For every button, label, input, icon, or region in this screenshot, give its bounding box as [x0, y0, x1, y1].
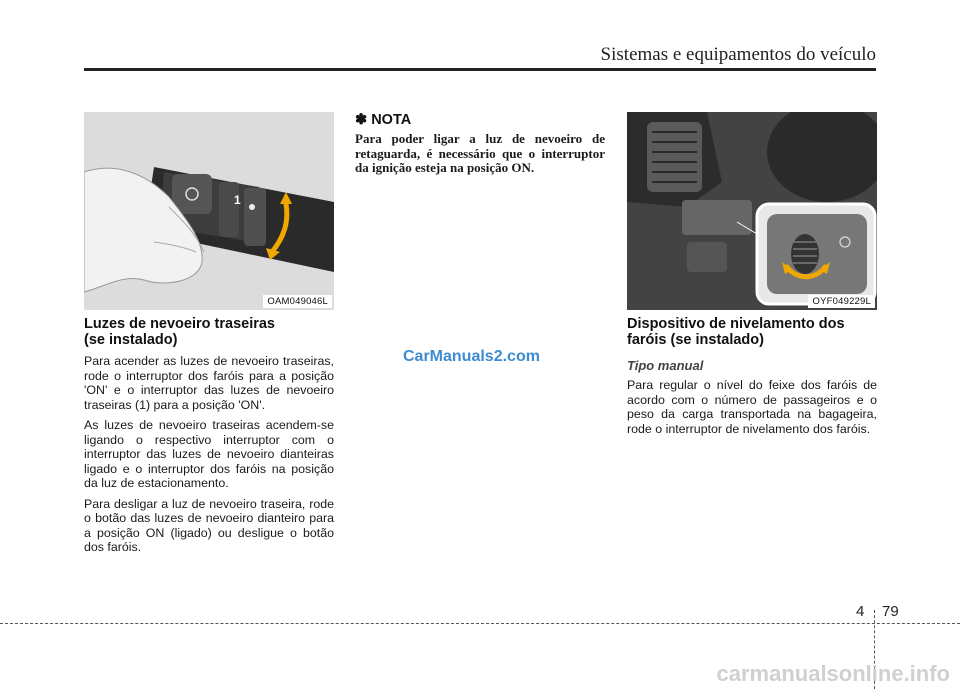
paragraph: Para regular o nível do feixe dos faróis de acordo com o número de passageiros e o peso da carga transportada na bagageira, rode o interruptor de nivelamento dos faróis.: [627, 378, 877, 436]
site-watermark: carmanualsonline.info: [716, 661, 950, 686]
note-text: Para poder ligar a luz de nevoeiro de retaguarda, é necessário que o interruptor da ignição esteja na posição ON.: [355, 131, 605, 175]
rear-fog-switch-illustration: [84, 112, 334, 310]
figure-rear-fog-switch: [84, 112, 334, 310]
leveling-switch-illustration: [627, 112, 877, 310]
note-title: [355, 112, 605, 128]
section-title-rear-fog: [84, 316, 334, 348]
chapter-number: 4: [856, 603, 865, 620]
title-line: faróis (se instalado): [627, 332, 764, 348]
note-column: [355, 112, 605, 176]
note-symbol-icon: ✽: [355, 112, 368, 128]
title-line: Luzes de nevoeiro traseiras: [84, 316, 275, 332]
paragraph: Para acender as luzes de nevoeiro traseiras, rode o interruptor dos faróis para a posição 'ON' e o interruptor das luzes de nevoeiro traseiras (1) para a posição 'ON'.: [84, 354, 334, 412]
note-label: NOTA: [371, 112, 412, 128]
subtitle-manual-type: Tipo manual: [627, 358, 704, 373]
title-line: (se instalado): [84, 332, 178, 348]
figure-label-1: 1: [234, 193, 241, 207]
figure-code: OAM049046L: [263, 295, 332, 308]
title-line: Dispositivo de nivelamento dos: [627, 316, 845, 332]
left-column: [84, 112, 334, 561]
figure-leveling-switch: [627, 112, 877, 310]
paragraph: As luzes de nevoeiro traseiras acendem-se ligando o respectivo interruptor com o interruptor das luzes de nevoeiro dianteiras ligado e o interruptor dos faróis na posição da luz de estacionamento.: [84, 418, 334, 490]
header-title: Sistemas e equipamentos do veículo: [600, 44, 876, 65]
right-column: [627, 112, 877, 442]
paragraph: Para desligar a luz de nevoeiro traseira, rode o botão das luzes de nevoeiro dianteiro para a posição ON (ligado) ou desligue o botão dos faróis.: [84, 496, 334, 554]
page-number: 79: [882, 603, 899, 620]
section-title-leveling: [627, 316, 877, 348]
footer-rule: [0, 623, 960, 624]
header-rule: [84, 68, 876, 71]
figure-code: OYF049229L: [808, 295, 875, 308]
watermark-link[interactable]: CarManuals2.com: [403, 348, 540, 365]
